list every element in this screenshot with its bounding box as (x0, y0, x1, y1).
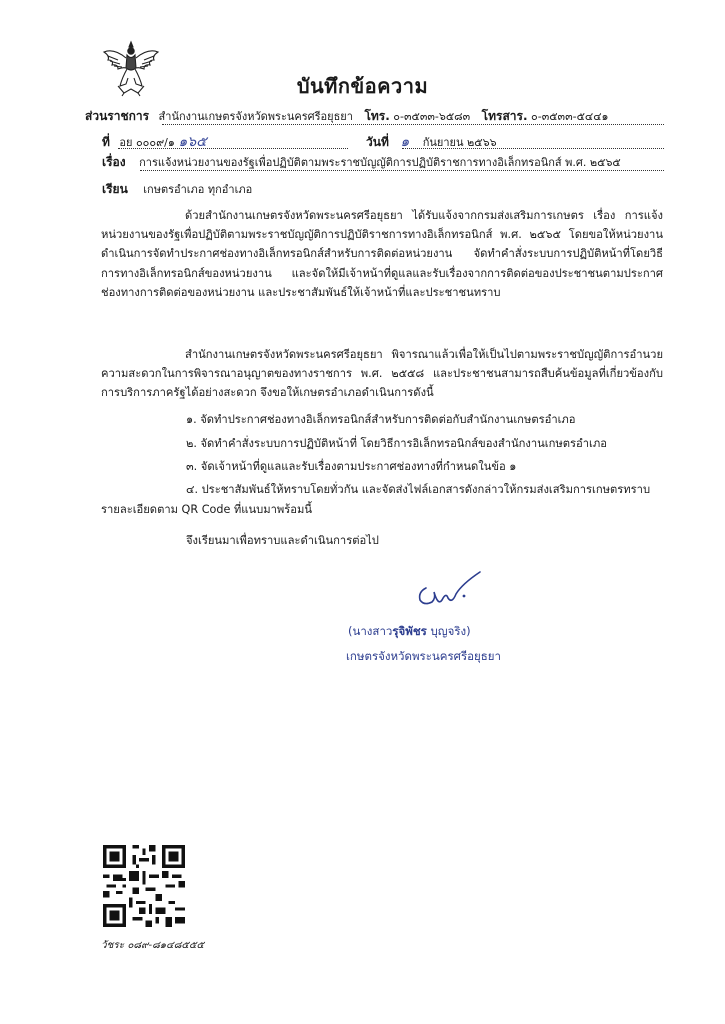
signatory-name-suffix: บุญจริง) (426, 624, 471, 638)
body-paragraph-1: ด้วยสำนักงานเกษตรจังหวัดพระนครศรีอยุธยา ได้รับแจ้งจากกรมส่งเสริมการเกษตร เรื่อง การแจ้งหน่วยงานของรัฐเพื่อปฏิบัติตามพระราชบัญญัติการปฏิบัติราชการทางอิเล็กทรอนิกส์ พ.ศ. ๒๕๖๕ โดยขอให้หน่วยงานดำเนินการจัดทำประกาศช่องทางอิเล็กทรอนิกส์สำหรับการติดต่อหน่วยงาน จัดทำคำสั่งระบบการปฏิบัติหน้าที่โดยวิธีการทางอิเล็กทรอนิกส์ของหน่วยงาน และจัดให้มีเจ้าหน้าที่ดูแลและรับเรื่องจากการติดต่อของประชาชนตามประกาศช่องทางการติดต่อของหน่วยงาน และประชาสัมพันธ์ให้เจ้าหน้าที่และประชาชนทราบ (101, 209, 663, 299)
date-day: ๑ (400, 134, 410, 150)
agency-label: ส่วนราชการ (85, 109, 150, 123)
to-value: เกษตรอำเภอ ทุกอำเภอ (143, 183, 253, 196)
to-row (102, 180, 252, 199)
signatory-name (348, 623, 471, 641)
ref-value: อย ๐๐๐๙/๑ (119, 136, 175, 149)
subject-value: การแจ้งหน่วยงานของรัฐเพื่อปฏิบัติตามพระราชบัญญัติการปฏิบัติราชการทางอิเล็กทรอนิกส์ พ.ศ. ๒๕๖๕ (139, 156, 621, 169)
subject-label: เรื่อง (102, 155, 126, 169)
qr-code-icon[interactable] (103, 843, 185, 929)
signatory-position: เกษตรจังหวัดพระนครศรีอยุธยา (346, 649, 501, 663)
date-dotline (402, 148, 664, 149)
signatory-name-bold: รุจิพัชร (392, 624, 427, 638)
body-paragraph-2: สำนักงานเกษตรจังหวัดพระนครศรีอยุธยา พิจารณาแล้วเพื่อให้เป็นไปตามพระราชบัญญัติการอำนวยความสะดวกในการพิจารณาอนุญาตของทางราชการ พ.ศ. ๒๕๕๘ และประชาชนสามารถสืบค้นข้อมูลที่เกี่ยวข้องกับการบริการภาครัฐได้อย่างสะดวก จึงขอให้เกษตรอำเภอดำเนินการดังนี้ (101, 348, 663, 400)
memo-title: บันทึกข้อความ (296, 74, 429, 98)
action-item-4: ๔. ประชาสัมพันธ์ให้ทราบโดยทั่วกัน และจัดส่งไฟล์เอกสารดังกล่าวให้กรมส่งเสริมการเกษตรทราบรายละเอียดตาม QR Code ที่แนบมาพร้อมนี้ (101, 483, 651, 516)
signatory-name-prefix: (นางสาว (348, 624, 393, 638)
contact-footer: วัชระ ๐๘๙-๘๑๔๘๕๕๕ (101, 940, 205, 951)
closing-line: จึงเรียนมาเพื่อทราบและดำเนินการต่อไป (186, 534, 379, 547)
ref-label: ที่ (102, 135, 110, 149)
fax-value: ๐-๓๕๓๓-๕๔๔๑ (531, 110, 609, 123)
date-label: วันที่ (366, 135, 389, 149)
agency-value: สำนักงานเกษตรจังหวัดพระนครศรีอยุธยา (158, 110, 353, 123)
date-row (366, 131, 497, 153)
ref-handwritten: ๑๖๕ (178, 134, 207, 150)
action-item-2: ๒. จัดทำคำสั่งระบบการปฏิบัติหน้าที่ โดยวิธีการอิเล็กทรอนิกส์ของสำนักงานเกษตรอำเภอ (186, 436, 607, 450)
tel-value: ๐-๓๕๓๓-๖๕๘๓ (393, 110, 471, 123)
action-item-3: ๓. จัดเจ้าหน้าที่ดูแลและรับเรื่องตามประกาศช่องทางที่กำหนดในข้อ ๑ (186, 460, 517, 473)
date-rest: กันยายน ๒๕๖๖ (422, 136, 497, 149)
tel-label: โทร. (364, 109, 390, 123)
agency-dotline (162, 124, 664, 125)
action-list (186, 408, 607, 479)
fax-label: โทรสาร. (481, 109, 528, 123)
ref-dotline (118, 148, 348, 149)
ref-row (102, 131, 207, 153)
signature-mark (412, 562, 482, 614)
action-item-1: ๑. จัดทำประกาศช่องทางอิเล็กทรอนิกส์สำหรับการติดต่อกับสำนักงานเกษตรอำเภอ (186, 413, 576, 426)
to-label: เรียน (102, 182, 128, 196)
subject-dotline (140, 170, 664, 171)
